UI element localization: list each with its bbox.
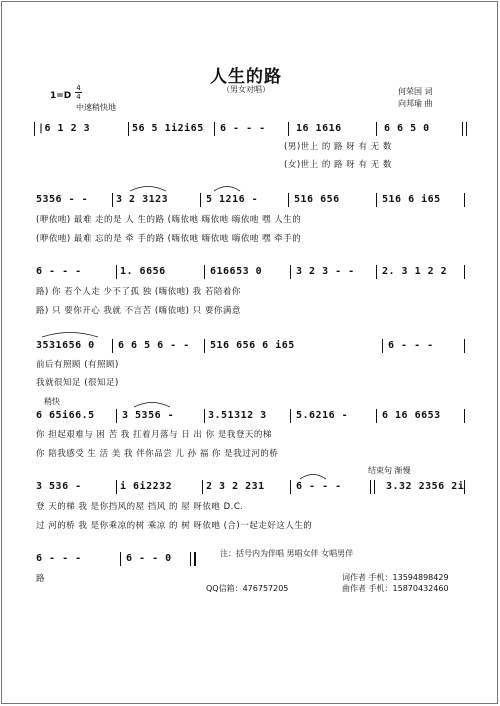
row3-m4: 3 2 3 - -: [296, 266, 355, 277]
barline: [128, 122, 129, 136]
row6-ending-mark: 结束句 渐慢: [368, 466, 411, 475]
song-title: 人生的路: [210, 67, 282, 87]
barline: [116, 265, 117, 279]
barline: [202, 480, 203, 494]
footer-qq: QQ信箱：476757205: [206, 584, 289, 593]
row4-lyrics1: 前后有照顾 (有照顾): [36, 360, 119, 370]
row2-lyrics1: (咿依吔) 最难 走的是 人 生的路 (嗨依吔 嗨依吔 嗨依吔 嘿 人生的: [36, 215, 302, 225]
time-top: 4: [76, 84, 81, 92]
row7-m2: 6 - - 0: [126, 553, 172, 564]
row5-lyrics1: 你 担起艰难与 困 苦 我 扛着月落与 日 出 你 是我登天的梯: [36, 430, 272, 440]
barline: [376, 409, 377, 423]
row6-m2: i 6i2232: [120, 481, 173, 492]
footer-composer-phone: 曲作者 手机：15870432460: [342, 584, 449, 593]
tempo-marking: 中速稍快地: [76, 103, 116, 112]
row3-m3: 616653 0: [210, 266, 263, 277]
row4-m1: 3531656 0: [36, 340, 95, 351]
row6-m1: 3 536 -: [36, 481, 82, 492]
barline: [116, 480, 117, 494]
row5-lyrics2: 你 陪我感受 生 活 美 我 伴你品尝 儿 孙 福 你 是我过河的桥: [36, 449, 279, 459]
barline: [112, 193, 113, 207]
barline: [374, 480, 375, 494]
row3-m2: 1. 6656: [120, 266, 166, 277]
row5-m4: 5.6216 -: [296, 410, 349, 421]
row6-m5: 3.32 2356 2i: [386, 481, 465, 492]
row3-lyrics1: 路) 你 若个人走 少不了孤 独 (嗨依吔) 我 若陪着你: [36, 287, 241, 297]
row1-m1: |6 1 2 3: [38, 123, 91, 134]
row2-m2: 3 2 3123: [116, 194, 169, 205]
row6-lyrics1: 登 天的梯 我 是你挡风的屋 挡风 的 屋 呀依吔 D.C.: [36, 502, 244, 512]
row2-m1: 5356 - -: [36, 194, 89, 205]
slur-mark: [298, 470, 328, 480]
barline: [464, 193, 465, 207]
barline: [112, 339, 113, 353]
barline: [466, 122, 467, 136]
barline: [120, 552, 121, 566]
row1-lyrics-male: (男)世上 的 路 呀 有 无 数: [284, 142, 392, 152]
slur-mark: [128, 182, 168, 192]
barline: [200, 193, 201, 207]
barline: [462, 122, 463, 136]
final-barline: [194, 552, 196, 566]
row2-m3: 5 1216 -: [206, 194, 259, 205]
row1-lyrics-female: (女)世上 的 路 呀 有 无 数: [284, 160, 392, 170]
row3-m1: 6 - - -: [36, 266, 82, 277]
barline: [370, 480, 371, 494]
row2-lyrics2: (咿依吔) 最难 忘的是 牵 手的路 (嗨依吔 嗨依吔 嗨依吔 嘿 牵手的: [36, 234, 302, 244]
time-bottom: 4: [76, 93, 81, 101]
row5-tempo-mark: 稍快: [44, 397, 60, 406]
footer-note: 注：括号内为伴唱 男唱女伴 女唱男伴: [220, 549, 354, 558]
row6-m3: 2 3 2 231: [206, 481, 265, 492]
row7-m1: 6 - - -: [36, 553, 82, 564]
row3-lyrics2: 路) 只 要你开心 我就 不言苦 (嗨依吔) 只 要你满意: [36, 306, 241, 316]
barline: [34, 122, 35, 136]
barline: [464, 339, 465, 353]
barline: [214, 122, 215, 136]
barline: [204, 265, 205, 279]
barline: [204, 409, 205, 423]
barline: [290, 409, 291, 423]
row5-m3: 3.51312 3: [208, 410, 267, 421]
row4-m2: 6 6 5 6 - -: [118, 340, 190, 351]
barline: [464, 409, 465, 423]
barline: [376, 265, 377, 279]
barline: [464, 480, 465, 494]
barline: [376, 122, 377, 136]
row2-m4: 516 656: [294, 194, 340, 205]
barline: [204, 339, 205, 353]
row6-m4: 6 - - -: [296, 481, 342, 492]
row5-m5: 6 16 6653: [382, 410, 441, 421]
time-signature: [75, 84, 82, 101]
row4-lyrics2: 我就很知足 (很知足): [36, 378, 119, 388]
barline: [116, 409, 117, 423]
barline: [382, 339, 383, 353]
lyricist-credit: 何荣国 词: [398, 87, 433, 96]
row2-m5: 516 6 i65: [382, 194, 441, 205]
song-subtitle: （男女对唱）: [222, 85, 270, 94]
row5-m2: 3 5356 -: [122, 410, 175, 421]
footer-lyricist-phone: 词作者 手机：13594898429: [342, 573, 449, 582]
barline: [288, 193, 289, 207]
slur-mark: [212, 182, 242, 192]
row3-m5: 2. 3 1 2 2: [382, 266, 448, 277]
row6-lyrics2: 过 河的桥 我 是你乘凉的树 乘凉 的 树 呀依吔 (合)一起走好这人生的: [36, 521, 313, 531]
row5-m1: 6 65i66.5: [36, 410, 95, 421]
composer-credit: 向邦瑜 曲: [398, 99, 433, 108]
row1-m3: 6 - - -: [220, 123, 266, 134]
row1-m2: 56 5 1i2i65: [132, 123, 204, 134]
key-signature: 1=D: [50, 91, 72, 101]
barline: [376, 193, 377, 207]
barline: [288, 122, 289, 136]
row7-lyrics1: 路: [36, 574, 46, 584]
barline: [464, 265, 465, 279]
slur-mark: [40, 328, 100, 338]
row4-m3: 516 656 6 i65: [210, 340, 295, 351]
row1-m5: 6 6 5 0: [384, 123, 430, 134]
row4-m4: 6 - - -: [388, 340, 434, 351]
barline: [290, 265, 291, 279]
barline: [290, 480, 291, 494]
slur-mark: [132, 398, 172, 408]
barline: [190, 552, 191, 566]
row1-m4: 16 1616: [296, 123, 342, 134]
